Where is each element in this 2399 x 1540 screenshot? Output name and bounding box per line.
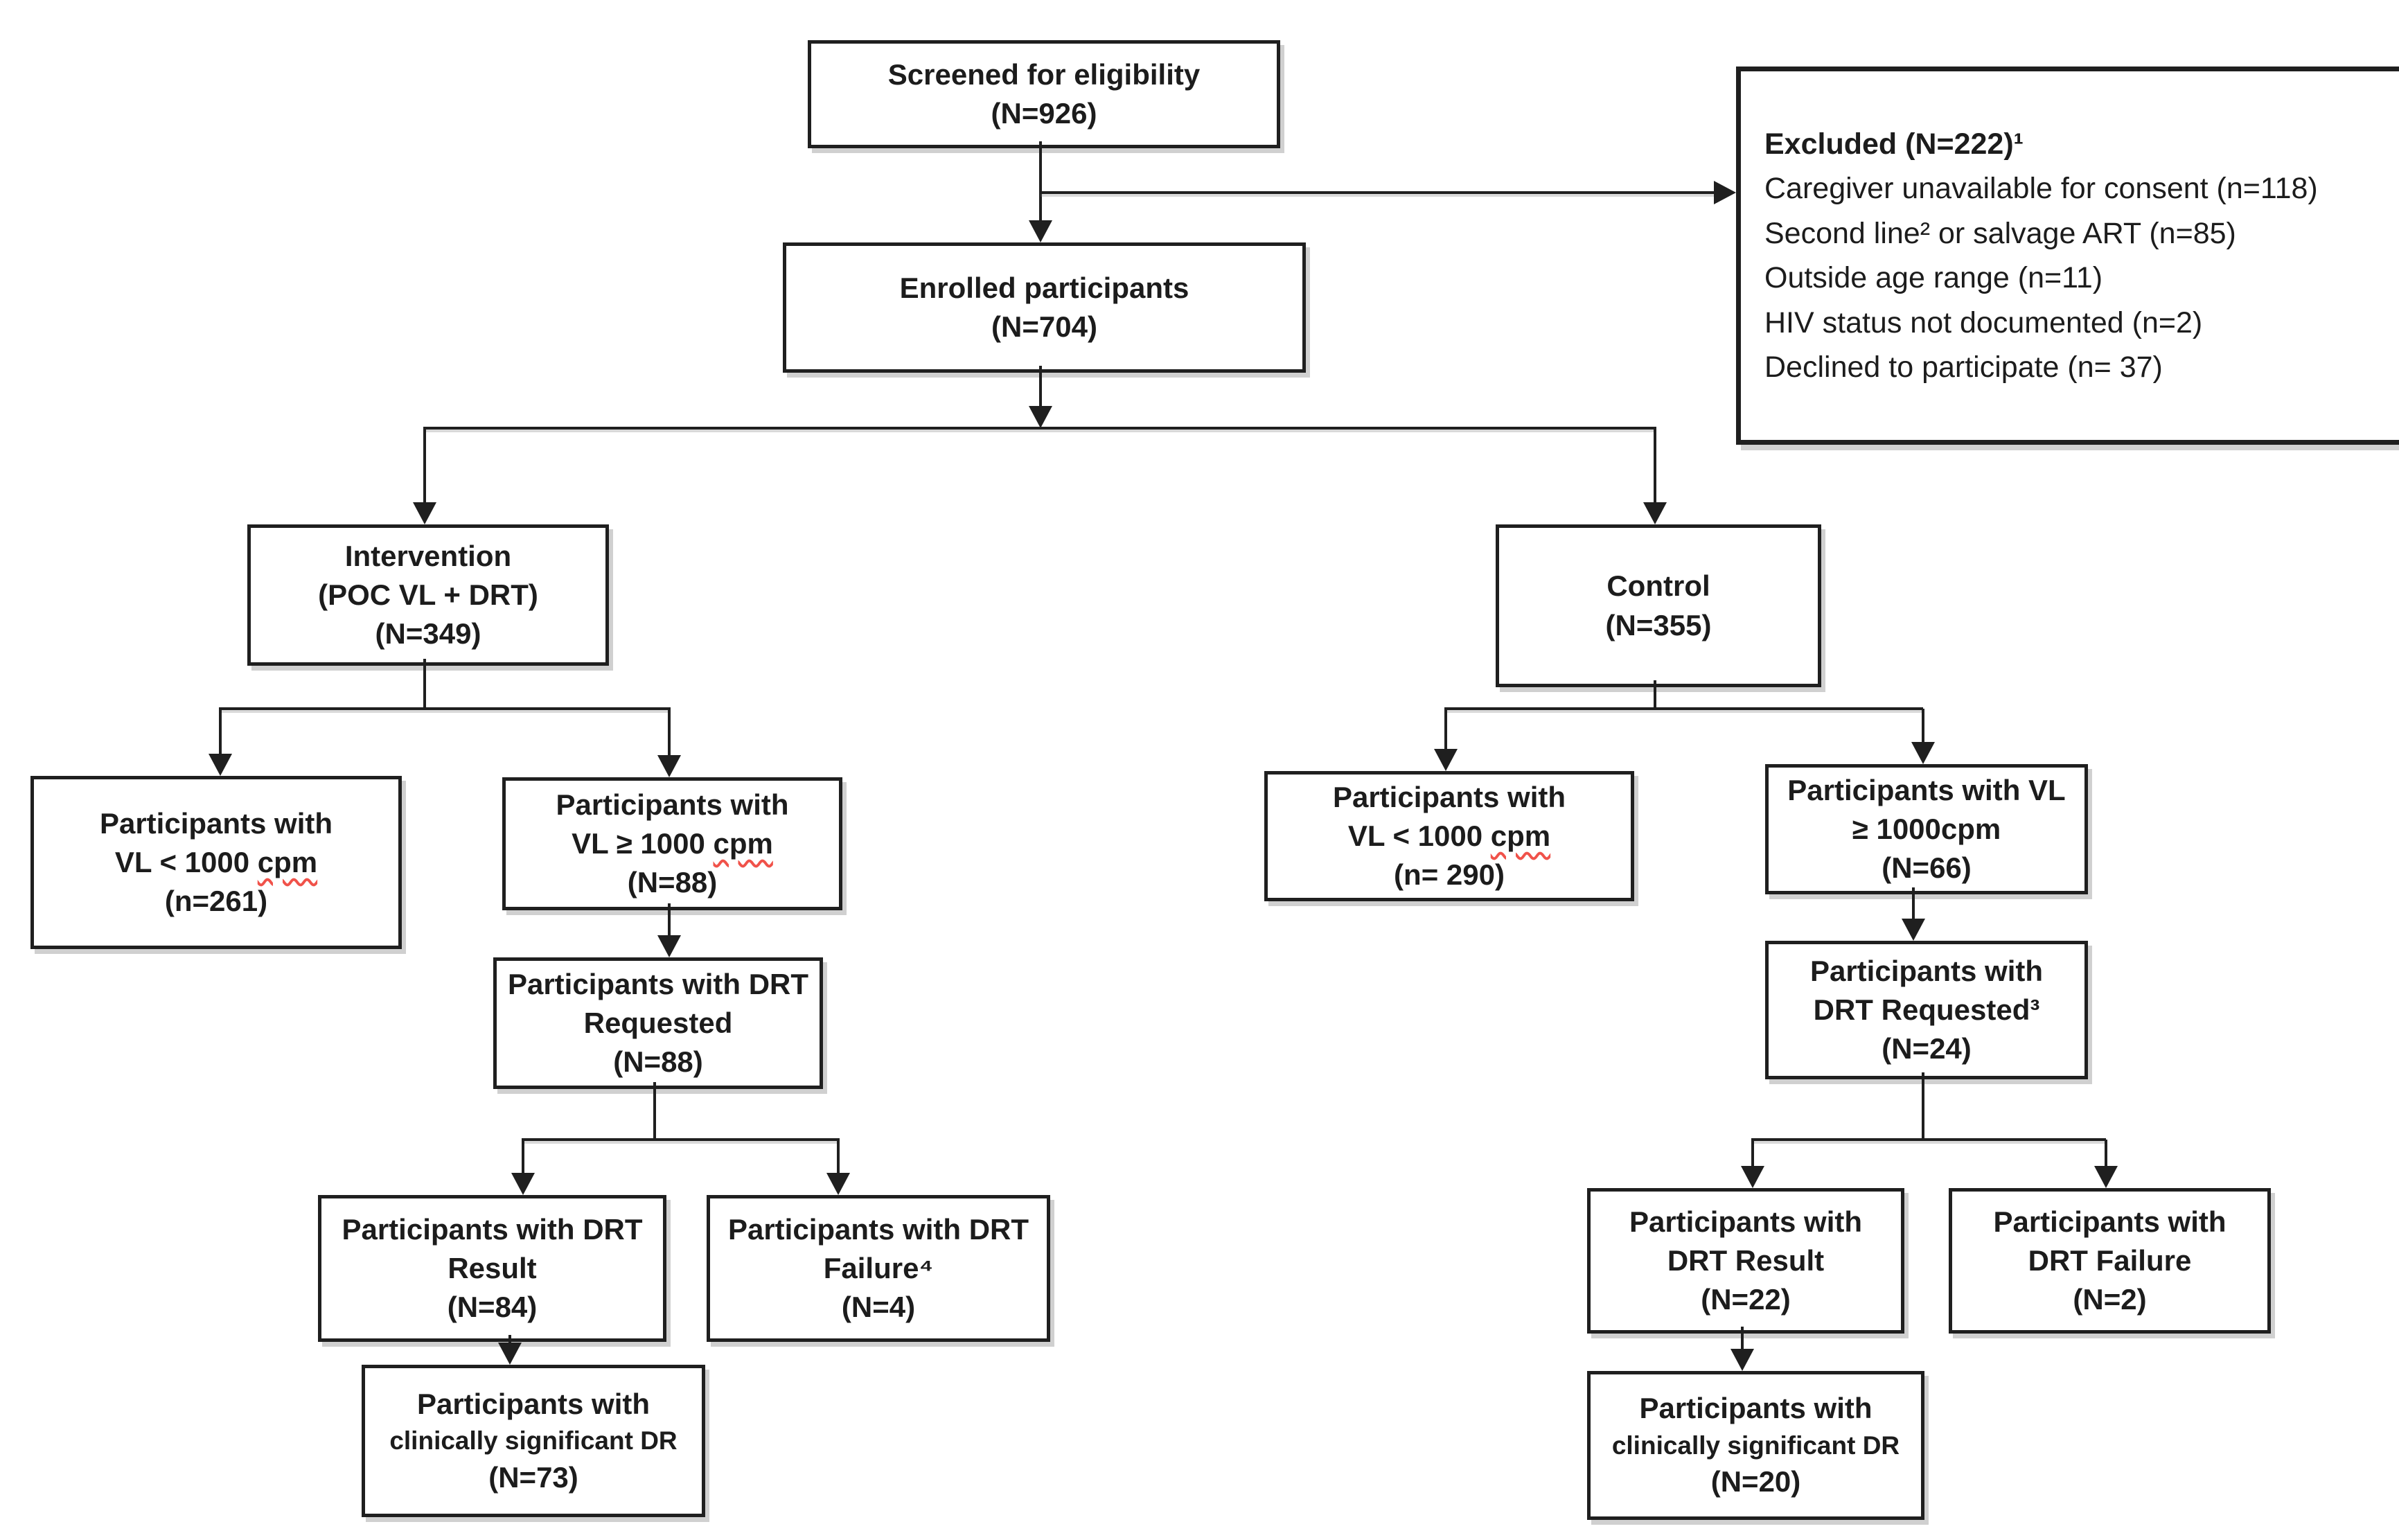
arrowhead-down-icon [511,1173,535,1195]
connector-line [1751,1138,2106,1141]
connector-line [423,659,426,709]
box-count: (N=2) [2073,1283,2147,1316]
box-count: (n=261) [164,885,268,918]
box-text-line [572,824,773,863]
connector-line [1444,707,1923,710]
connector-line [219,707,671,710]
box-text-line [1348,817,1550,856]
box-text-line: Requested [583,1006,733,1039]
intervention-box [247,524,609,666]
box-text-line: Participants with VL [1787,773,2066,806]
box-count: (N=24) [1882,1032,1972,1065]
box-text-line: DRT Result [1667,1243,1825,1277]
arrowhead-down-icon [1029,220,1052,242]
excluded-item: Outside age range (n=11) [1764,261,2103,294]
arrowhead-down-icon [657,755,681,777]
connector-line [837,1140,840,1173]
box-text-line: clinically significant DR [389,1426,678,1455]
vl-threshold-text: VL < 1000 [1347,819,1491,852]
box-count: (N=20) [1710,1465,1801,1498]
control-drt-requested-box [1765,941,2088,1079]
box-text-line: Participants with [99,806,333,840]
box-text-line: Participants with DRT [342,1212,643,1246]
connector-line [1041,191,1715,194]
connector-line [1922,709,1924,742]
box-count: (N=84) [447,1291,538,1324]
connector-line [1654,680,1656,709]
box-text-line: Participants with [1639,1392,1873,1425]
control-clinically-significant-dr-box [1587,1371,1924,1520]
excluded-item: Declined to participate (n= 37) [1764,351,2163,384]
connector-line [1751,1140,1754,1167]
connector-line [522,1138,840,1141]
box-text-line: Participants with [1993,1205,2227,1238]
connector-line [668,709,671,755]
box-count: (N=4) [841,1291,916,1324]
connector-line [423,427,1656,430]
arrowhead-down-icon [1730,1349,1754,1371]
control-drt-result-box [1587,1188,1904,1334]
control-vl-high-box [1765,764,2088,894]
box-text-line: Failure⁴ [823,1251,934,1284]
spellcheck-flagged-word: cpm [713,826,773,860]
arrowhead-down-icon [826,1173,850,1195]
arrowhead-down-icon [657,935,681,957]
enrolled-count: (N=704) [991,310,1097,343]
connector-line [2105,1140,2107,1167]
box-count: (N=22) [1701,1283,1791,1316]
box-text-line: ≥ 1000cpm [1852,812,2001,845]
connector-line [219,709,222,754]
intervention-drt-requested-box [493,957,823,1089]
spellcheck-flagged-word: cpm [257,845,318,878]
arrowhead-down-icon [2094,1166,2118,1188]
box-text-line: Result [448,1251,537,1284]
box-count: (N=88) [613,1045,703,1079]
box-count: (N=88) [627,866,718,899]
connector-line [1912,887,1915,919]
screened-label: Screened for eligibility [887,57,1201,91]
intervention-label: Intervention [344,539,512,572]
arrowhead-down-icon [1643,502,1667,524]
box-count: (N=66) [1882,851,1972,885]
control-drt-failure-box [1949,1188,2271,1334]
connector-line [653,1082,656,1140]
arrowhead-down-icon [1902,919,1925,941]
intervention-drt-result-box [318,1195,666,1342]
box-text-line: Participants with [416,1387,650,1420]
intervention-count: (N=349) [375,617,481,650]
connector-line [1039,366,1042,407]
connector-line [1039,141,1042,223]
control-count: (N=355) [1605,608,1712,641]
enrolled-label: Enrolled participants [899,271,1189,304]
intervention-sublabel: (POC VL + DRT) [318,578,538,611]
box-text-line: Participants with [1809,954,2044,987]
box-text-line: Participants with DRT [727,1212,1029,1246]
connector-line [668,903,671,935]
arrowhead-down-icon [498,1343,522,1365]
excluded-item: Second line² or salvage ART (n=85) [1764,216,2236,250]
screened-count: (N=926) [991,97,1097,130]
box-text-line: Participants with [1332,780,1566,813]
box-text-line: Participants with [1629,1205,1863,1238]
box-text-line: DRT Requested³ [1813,993,2040,1026]
box-text-line: Participants with DRT [507,967,809,1000]
enrolled-box [783,242,1306,373]
arrowhead-down-icon [1911,742,1935,764]
control-vl-low-box [1264,771,1634,901]
box-text-line: DRT Failure [2028,1243,2192,1277]
connector-line [423,428,426,504]
connector-line [1444,709,1447,749]
box-text-line [115,843,317,882]
connector-line [1741,1327,1744,1350]
box-count: (N=73) [488,1460,578,1494]
arrowhead-down-icon [1434,749,1458,771]
vl-threshold-text: VL < 1000 [114,845,258,878]
connector-line [1922,1072,1924,1140]
connector-line [522,1140,524,1173]
arrowhead-down-icon [1029,406,1052,428]
spellcheck-flagged-word: cpm [1490,819,1551,852]
excluded-item: Caregiver unavailable for consent (n=118) [1764,172,2318,205]
arrowhead-right-icon [1714,181,1736,204]
screened-box [808,40,1280,148]
intervention-clinically-significant-dr-box [362,1365,705,1517]
connector-line [1654,428,1656,504]
box-text-line: Participants with [556,788,789,821]
box-count: (n= 290) [1394,858,1505,892]
control-box [1496,524,1821,687]
arrowhead-down-icon [413,502,436,524]
arrowhead-down-icon [209,754,232,776]
intervention-drt-failure-box [707,1195,1050,1342]
excluded-header: Excluded (N=222)¹ [1764,127,2024,161]
control-label: Control [1606,569,1710,603]
arrowhead-down-icon [1741,1166,1764,1188]
intervention-vl-low-box [30,776,402,949]
box-text-line: clinically significant DR [1611,1431,1900,1460]
vl-threshold-text: VL ≥ 1000 [572,826,714,860]
excluded-item: HIV status not documented (n=2) [1764,306,2203,339]
intervention-vl-high-box [502,777,842,910]
excluded-box [1736,67,2399,445]
